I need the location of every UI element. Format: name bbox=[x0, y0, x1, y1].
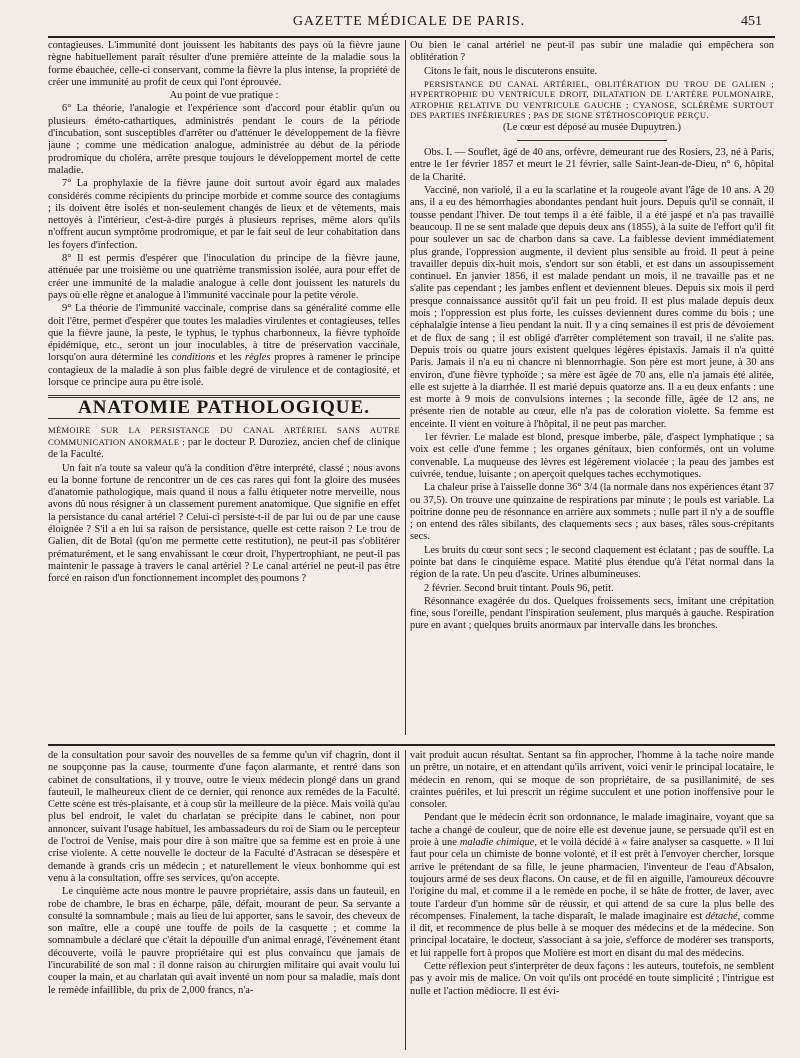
italic-text: règles bbox=[245, 352, 271, 364]
paragraph: Un fait n'a toute sa valeur qu'à la condition d'être interprété, classé ; nous avons eu la bonne fortune de rencontrer un de ces cas rares qui font la gloire des musées d'anatomie pathologique, mais quand il nous a fallu étiqueter notre merveille, nous avons dû nous résigner à un classement purement anatomique. Que signifie en effet la persistance du canal artériel ? Celui-ci persiste-t-il de par lui ou de par une cause éloignée ? S'il a en lui sa raison de persistance, quelle est cette raison ? Le trou de Galien, dit de Botal (qu'on me permette cette restitution), ne peut-il pas s'oblitérer prématurément, et le sang envahissant le cœur droit, l'hypertrophiant, ne peut-il pas maintenir le passage à travers le canal artériel ? Le canal artériel ne peut-il pas être forcé en raison d'un fonctionnement incomplet des poumons ? bbox=[48, 462, 400, 585]
paragraph: 1er février. Le malade est blond, presque imberbe, pâle, d'aspect lymphatique ; sa voix est celle d'une femme ; les organes génitaux, bien conformés, ont un volume convenable. La muqueuse des lèvres est légèrement violacée ; la peau des jambes est cuivrée, tendue, luisante ; on aperçoit quelques taches ecchymotiques. bbox=[410, 432, 774, 480]
subheading-practical: Au point de vue pratique : bbox=[169, 90, 279, 102]
header-rule bbox=[48, 36, 775, 38]
text: Pendant que le médecin écrit son ordonnance, le malade imaginaire, voyant que sa tache a changé de couleur, que de noire elle est devenue jaune, se persuade qu'il est en proie à une bbox=[410, 812, 774, 849]
paragraph: 8° Il est permis d'espérer que l'inoculation du principe de la fièvre jaune, atténuée par une troisième ou une quatrième transmission isolée, aura pour effet de créer une immunité de la maladie analogue à celle dont jouissent les naturels du pays où elle règne et analogue à l'immunité vaccinale pour la petite vérole. bbox=[48, 253, 400, 301]
left-column bbox=[48, 40, 400, 740]
paragraph bbox=[410, 812, 774, 960]
column-divider bbox=[405, 40, 406, 735]
section-title: ANATOMIE PATHOLOGIQUE. bbox=[48, 395, 400, 418]
feuilleton-right-column bbox=[410, 750, 774, 1050]
paragraph: Citons le fait, nous le discuterons ensuite. bbox=[424, 65, 598, 77]
italic-text: conditions bbox=[171, 352, 216, 364]
italic-text: détaché bbox=[705, 910, 738, 922]
text: , et le voilà décidé à « faire analyser sa casquette. » Il lui faut pour cela un chimiste de bonne volonté, et il est prêt à l'envoyer chercher, lorsque arrive le prétendant de sa fille, le jeune pharmacien, l'inventeur de l'eau d'Absalon, toujours armé de ses deux flacons. On cause, et de fil en aiguille, l'amoureux découvre l'origine du mal, et comme il a le remède en poche, il se hâte de frotter, de laver, avec toute l'ardeur d'un homme sûr de réussir, et qui attend de sa cure la plus belle des récompenses. Finalement, la tache disparaît, le malade imaginaire est bbox=[410, 837, 774, 922]
paragraph: de la consultation pour savoir des nouvelles de sa femme qu'un vif chagrin, dont il ne soupçonne pas la cause, tourmente d'une façon alarmante, et rentré dans son cabinet de consultations, il y trouve, outre le vieux médecin plongé dans un grand fauteuil, le malheureux client de ce dernier, qui renonce aux remèdes de la Faculté. Cette scène est très-plaisante, et à coup sûr la meilleure de la pièce. Mais voilà qu'au plus bel endroit, le valet du charlatan se précipite dans le cabinet, non pour annoncer, suivant l'usage habituel, les ambassadeurs du roi de Siam ou le percepteur de l'octroi de Venise, mais pour dire à son maître que sa femme est en proie à une crise violente. A cette nouvelle le docteur de la Faculté d'Astracan se désespère et demande à grands cris un médecin ; et naturellement le vieux bonhomme qui est venu à la consultation, offre ses services, qu'on accepte. bbox=[48, 750, 400, 884]
paragraph bbox=[48, 303, 400, 389]
paragraph: 6° La théorie, l'analogie et l'expérience sont d'accord pour établir qu'un ou plusieurs éméto-cathartiques, administrés pendant le cours de la période d'incubation, sont susceptibles d'arrêter ou d'atténuer le développement de la fièvre jaune ; comme une médication analogue, administrée au début de la période prodromique du choléra, arrête presque toujours le développement mortel de cette maladie. bbox=[48, 103, 400, 176]
text: propres à ramener le principe contagieux de la maladie à son plus faible degré de virulence et de contagiosité, et lorsque ce principe aura pu être isolé. bbox=[48, 352, 400, 389]
page-number: 451 bbox=[741, 14, 762, 29]
memoir-heading bbox=[48, 425, 400, 462]
feuilleton-left-column bbox=[48, 750, 400, 1050]
paragraph: contagieuses. L'immunité dont jouissent les habitants des pays où la fièvre jaune règne habituellement paraît résulter d'une première atteinte de la maladie sous la forme ébauchée, celle-ci conservant, comme la fièvre la plus intense, la propriété de créer une immunité au profit de ceux qui l'ont éprouvée. bbox=[48, 40, 400, 88]
separator bbox=[517, 140, 667, 141]
italic-text: maladie chimique bbox=[459, 837, 535, 849]
journal-title: GAZETTE MÉDICALE DE PARIS. bbox=[292, 14, 526, 29]
paragraph: 7° La prophylaxie de la fièvre jaune doit surtout avoir égard aux malades considérés comme récipients du principe morbide et comme source des contagiums ; ils doivent être isolés et non-seulement changés de lieux et de vêtements, mais nettoyés à l'intérieur, c'est-à-dire purgés à plusieurs reprises, même alors qu'ils n'offrent aucun symptôme prodromique, et par le fait seul de leur cohabitation dans les foyers d'infection. bbox=[48, 178, 400, 251]
case-title: PERSISTANCE DU CANAL ARTÉRIEL, OBLITÉRATION DU TROU DE GALIEN ; HYPERTROPHIE DU VENTRICULE DROIT, DILATATION DE L'ARTÈRE PULMONAIRE, ATROPHIE RELATIVE DU VENTRICULE GAUCHE ; CYANOSE, SCLÉRÈME SURTOUT DES PARTIES INFÉRIEURES ; PAS DE SIGNE STÉTHOSCOPIQUE PERÇU. bbox=[410, 78, 774, 121]
paragraph: Vacciné, non variolé, il a eu la scarlatine et la rougeole avant l'âge de 10 ans. A 20 ans, il a eu des hémorrhagies abondantes pendant huit jours. Depuis qu'il se connaît, il tousse pendant l'hiver. De tout temps il a été faible, il a été jaspé et n'a pas travaillé beaucoup. Il ne se sent malade que depuis deux ans (1855), à la suite de l'effort qu'il fit pour soulever un sac de charbon dans sa cave. La faiblesse devient immédiatement plus grande, l'oppression augmente, il devient plus sensible au froid. Il peut à peine travailler depuis dix-huit mois, s'endort sur son établi, et est dans un assoupissement continuel. En janvier 1856, il est malade pendant un mois, il ne travaille pas et ne s'alite pas cependant ; les jambes enflent et deviennent bleues. Depuis six mois il perd presque connaissance aussitôt qu'il fait un peu froid. Il est plus malade depuis deux mois ; l'oppression est plus forte, les cuisses deviennent dures comme du bois ; une céphalalgie intense a lieu pendant la nuit. Il y a cinq semaines il est pris de dévoiement et de flux de sang ; il est obligé d'arrêter complétement son travail, il ne s'alite pas. Depuis trois ou quatre jours existent quelques légères épistaxis. Jamais il n'a quitté Paris. Jamais il n'a eu ni chancre ni blennorrhagie. Son père est mort jeune, à 30 ans environ, d'une fièvre typhoïde ; sa mère est âgée de 70 ans, elle n'a jamais été alitée, elle est sujette à la diarrhée. Il est marié depuis quatorze ans. Il a eu deux enfants : une est morte à 9 mois de convulsions internes ; la seconde fille, âgée de 12 ans, ne présente rien de notable au cœur, elle n'a pas de coloration violette. Sa femme est enceinte. Il vient en voiture à l'hôpital, il ne peut pas marcher. bbox=[410, 185, 774, 430]
memoir-title: MÉMOIRE SUR LA PERSISTANCE DU CANAL ARTÉRIEL SANS AUTRE COMMUNICATION ANORMALE ; bbox=[48, 424, 400, 447]
museum-note: (Le cœur est déposé au musée Dupuytren.) bbox=[502, 121, 682, 133]
paragraph: Les bruits du cœur sont secs ; le second claquement est éclatant ; pas de souffle. La pointe bat dans le cinquième espace. Matité plus étendue qu'à l'état normal dans la région de la rate. Un peu d'ascite. Urines albumineuses. bbox=[410, 544, 774, 581]
paragraph: La chaleur prise à l'aisselle donne 36° 3/4 (la normale dans nos expériences étant 37 ou 37,5). On trouve une quinzaine de respirations par minute ; le pouls est variable. La poitrine donne peu de résonnance en arrière aux sommets ; nulle part il n'y a de souffle ; on entend des râles sibilants, des claquements secs ; aux bases, râles sous-crépitants secs. bbox=[410, 482, 774, 543]
column-divider bbox=[405, 750, 406, 1050]
paragraph: vait produit aucun résultat. Sentant sa fin approcher, l'homme à la tache noire mande un prêtre, un notaire, et en attendant qu'ils arrivent, voici venir le principal locataire, le médecin en renom, qui se moque de son propriétaire, de sa pusillanimité, de ses craintes puériles, et lui prescrit un régime succulent et une potion inoffensive pour le consoler. bbox=[410, 750, 774, 811]
paragraph: Ou bien le canal artériel ne peut-il pas subir une maladie qui empêchera son oblitération ? bbox=[410, 40, 774, 64]
text: 9° La théorie de l'immunité vaccinale, comprise dans sa généralité comme elle doit l'être, permet d'espérer que toutes les maladies virulentes et contagieuses, telles que la fièvre jaune, la peste, le typhus, le typhus charbonneux, la fièvre typhoïde épidémique, etc., seront un jour inoculables, à titre de préservation vaccinale, lorsqu'on aura déterminé les bbox=[48, 303, 400, 364]
right-column bbox=[410, 40, 774, 740]
paragraph: Le cinquième acte nous montre le pauvre propriétaire, assis dans un fauteuil, en robe de chambre, le bras en écharpe, pâle, défait, mourant de peur. Sa servante a consulté la somnambule ; mais au lieu de lui apporter, sans le savoir, des cheveux de son maître, elle a coupé une touffe de poils de la casquette ; et comme la somnambule a déclaré que c'était la dépouille d'un animal enragé, l'événement étant découverte, voilà le pauvre propriétaire qui est plus convaincu que jamais de l'incurabilité de son mal : il donne raison au chirurgien militaire qui avait voulu lui couper la main, et au charlatan qui avait inventé un nom pour sa maladie, mais dont le remède infaillible, du prix de 2,000 francs, n'a- bbox=[48, 886, 400, 996]
feuilleton-rule bbox=[48, 744, 775, 746]
paragraph: Résonnance exagérée du dos. Quelques froissements secs, imitant une crépitation fine, sous l'oreille, pendant l'inspiration seulement, plus marqués à gauche. Respiration pure en avant ; quelques bruits anormaux par intervalle dans les bronches. bbox=[410, 595, 774, 632]
text: et les bbox=[215, 352, 246, 364]
observation: Obs. I. — Souflet, âgé de 40 ans, orfèvre, demeurant rue des Rosiers, 23, né à Paris, entre le 1er février 1857 et meurt le 21 février, salle Saint-Jean-de-Dieu, n° 6, hôpital de la Charité. bbox=[410, 147, 774, 183]
paragraph: Cette réflexion peut s'interpréter de deux façons : les auteurs, toutefois, ne semblent pas y avoir mis de malice. On voit qu'ils ont procédé en toute simplicité ; l'intrigue est nulle et l'action médiocre. Il est évi- bbox=[410, 961, 774, 997]
page-header bbox=[48, 14, 770, 38]
memoir-author: par le docteur P. Duroziez, ancien chef de clinique de la Faculté. bbox=[48, 436, 400, 461]
text: , comme il dit, et recommence de plus belle à se moquer des médecins et de la médecine. Son principal locataire, le docteur, s'associant à sa joie, s'efforce de modérer ses transports, et lui rappelle fort à propos que Molière est mort en disant du mal des médecins. bbox=[410, 910, 774, 959]
paragraph: 2 février. Second bruit tintant. Pouls 96, petit. bbox=[424, 582, 614, 594]
